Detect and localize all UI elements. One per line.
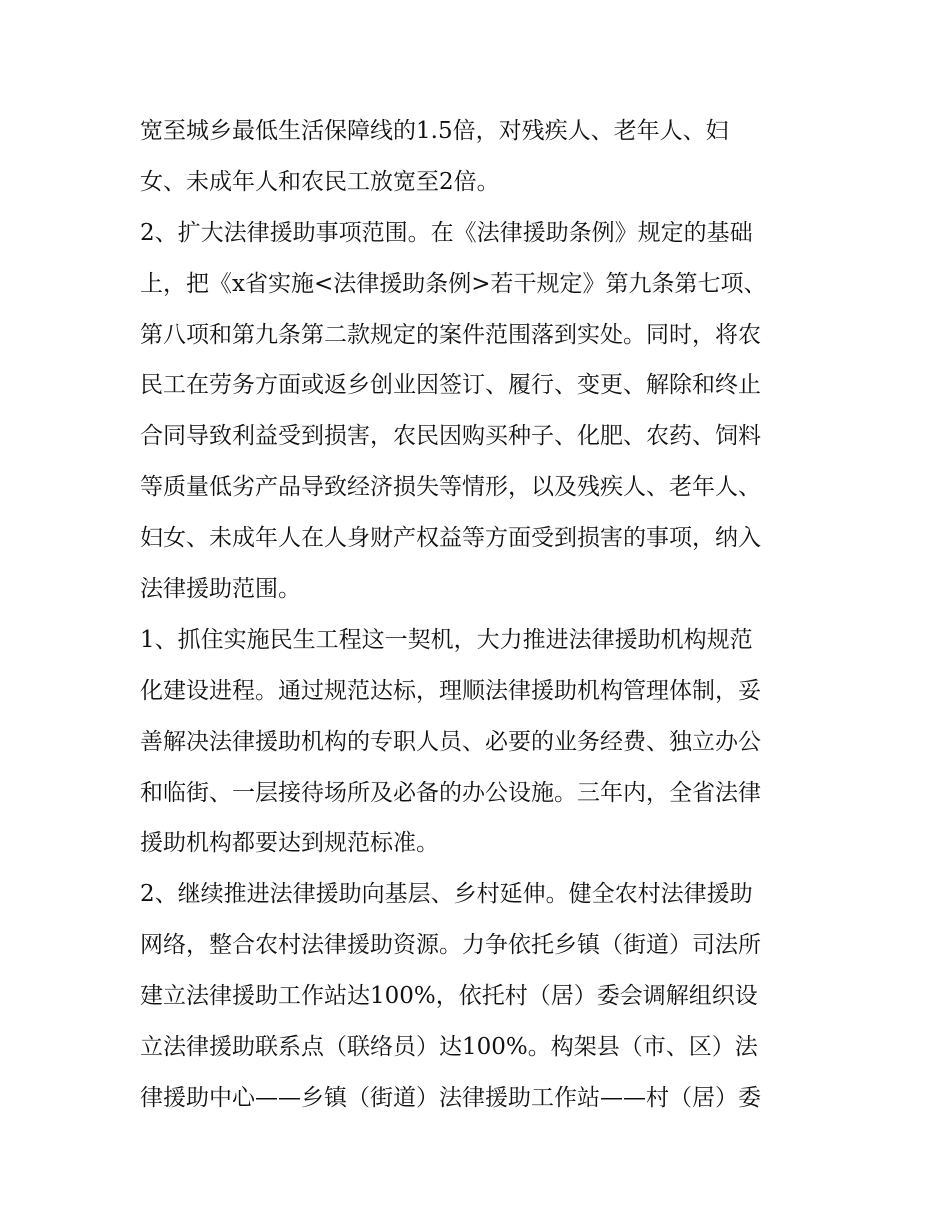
- text-line: 1、抓住实施民生工程这一契机，大力推进法律援助机构规范: [140, 626, 753, 653]
- text-line: 立法律援助联系点（联络员）达100%。构架县（市、区）法: [140, 1034, 758, 1061]
- text-line: 宽至城乡最低生活保障线的1.5倍，对残疾人、老年人、妇: [140, 118, 729, 144]
- text-line: 网络，整合农村法律援助资源。力争依托乡镇（街道）司法所: [140, 932, 761, 959]
- text-line: 2、扩大法律援助事项范围。在《法律援助条例》规定的基础: [140, 219, 753, 246]
- text-line: 民工在劳务方面或返乡创业因签订、履行、变更、解除和终止: [140, 372, 761, 399]
- text-line: 第八项和第九条第二款规定的案件范围落到实处。同时，将农: [140, 321, 761, 348]
- text-line: 律援助中心——乡镇（街道）法律援助工作站——村（居）委: [140, 1084, 761, 1111]
- text-line: 等质量低劣产品导致经济损失等情形，以及残疾人、老年人、: [140, 474, 761, 501]
- text-line: 妇女、未成年人在人身财产权益等方面受到损害的事项，纳入: [140, 525, 761, 552]
- body-text: [140, 106, 820, 1124]
- text-line: 建立法律援助工作站达100%，依托村（居）委会调解组织设: [140, 983, 758, 1010]
- text-line: 法律援助范围。: [140, 576, 301, 603]
- text-line: 女、未成年人和农民工放宽至2倍。: [140, 168, 500, 195]
- text-line: 和临街、一层接待场所及必备的办公设施。三年内，全省法律: [140, 779, 761, 806]
- text-line: 2、继续推进法律援助向基层、乡村延伸。健全农村法律援助: [140, 881, 753, 908]
- text-line: 援助机构都要达到规范标准。: [140, 830, 439, 857]
- text-line: 化建设进程。通过规范达标，理顺法律援助机构管理体制，妥: [140, 677, 761, 704]
- text-line: 善解决法律援助机构的专职人员、必要的业务经费、独立办公: [140, 728, 761, 755]
- text-line: 上，把《x省实施<法律援助条例>若干规定》第九条第七项、: [140, 270, 767, 297]
- text-line: 合同导致利益受到损害，农民因购买种子、化肥、农药、饲料: [140, 423, 761, 450]
